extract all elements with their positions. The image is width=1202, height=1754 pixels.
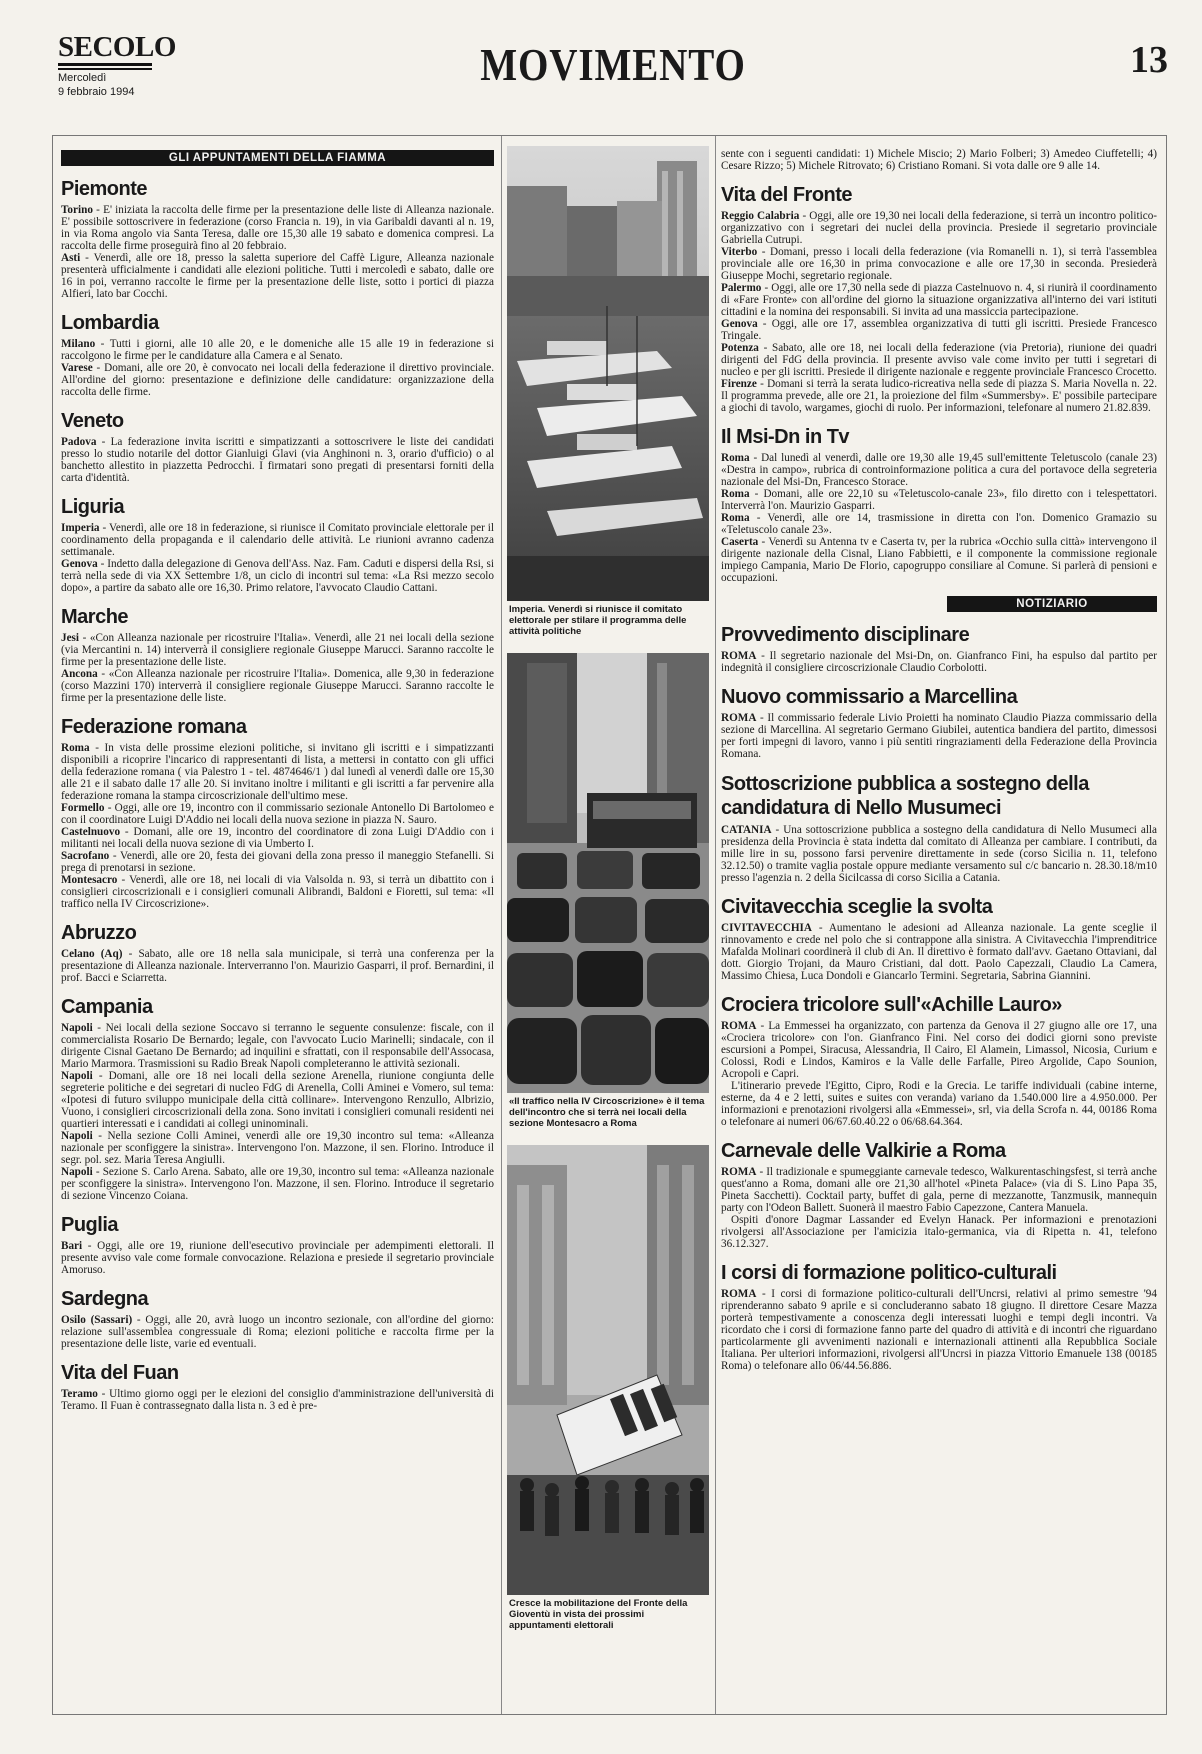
traffic-image [507, 653, 709, 1093]
announcement-text: Nella sezione Colli Aminei, venerdì alle ore 19,30 incontro sul tema: «Alleanza nazionale per sconfiggere la sinistra». Intervengono l'on. Mazzone, il sen. Florino. Introduce il segr. pol. sez. Maria Teresa Angiulli. [61, 1130, 494, 1166]
left-column [61, 146, 494, 1708]
photo-traffic [507, 653, 709, 1093]
place-name: ROMA [721, 712, 757, 724]
announcement-text: Il commissario federale Livio Proietti ha nominato Claudio Piazza commissario della sezione di Marcellina. Al segretario Germano Giubilei, autentica bandiera del partito, dimessosi per forti impegni di lavoro, vanno i più sentiti ringraziamenti della Federazione della Provincia Romana. [721, 712, 1157, 760]
announcement-paragraph [721, 1214, 1157, 1250]
announcement-paragraph: Viterbo - Domani, presso i locali della federazione (via Romanelli n. 1), si terrà l'assemblea provinciale alle ore 16,30 in prima convocazione e alle ore 17,30 in seconda. Presiederà Giuseppe Mochi, segretario regionale. [721, 246, 1157, 282]
announcement-paragraph: Osilo (Sassari) - Oggi, alle 20, avrà luogo un incontro sezionale, con all'ordine del giorno: relazione sull'assemblea congressuale di Roma; elezioni politiche e raccolta firme per la presentazione delle liste, varie ed eventuali. [61, 1314, 494, 1350]
announcement-text: Domani, alle ore 22,10 su «Teletuscolo-canale 23», filo diretto con i telespettatori. Interverrà l'on. Maurizio Gasparri. [721, 488, 1157, 512]
section-heading: Lombardia [61, 312, 159, 334]
announcement-paragraph: Reggio Calabria - Oggi, alle ore 19,30 nei locali della federazione, si terrà un incontro politico-organizzativo con i segretari dei nuclei della provincia. Presiede il segretario provinciale Gabriella Cutrupi. [721, 210, 1157, 246]
announcement-text: Oggi, alle ore 17,30 nella sede di piazza Castelnuovo n. 4, si riunirà il coordinamento di «Fare Fronte» con all'ordine del giorno la situazione organizzativa all'interno dei vari istituti cittadini e la nomina dei responsabili. Si invita ad una massiccia partecipazione. [721, 282, 1157, 318]
announcement-text: Venerdì, alle ore 18 in federazione, si riunisce il Comitato provinciale elettorale per il coordinamento della propaganda e il calendario delle attività. Le riunioni avranno cadenza settimanale. [61, 522, 494, 558]
place-name: Osilo (Sassari) [61, 1314, 133, 1326]
announcement-paragraph: Milano - Tutti i giorni, alle 10 alle 20, e le domeniche alle 15 alle 19 in federazione si raccolgono le firme per le candidature alla Camera e al Senato. [61, 338, 494, 362]
place-name: Imperia [61, 522, 100, 534]
issue-date: 9 febbraio 1994 [58, 86, 135, 98]
place-name: Roma [61, 742, 90, 754]
announcement-paragraph: Jesi - «Con Alleanza nazionale per ricostruire l'Italia». Venerdì, alle 21 nei locali della sezione (via Mercantini n. 14) interverrà il consigliere regionale Giuseppe Marucci. Saranno raccolte le firme per la presentazione delle liste. [61, 632, 494, 668]
announcement-text: Oggi, alle ore 19,30 nei locali della federazione, si terrà un incontro politico-organizzativo con i segretari dei nuclei della provincia. Presiede il segretario provinciale Gabriella Cutrupi. [721, 210, 1157, 246]
column-rule [501, 136, 502, 1714]
right-sections-top [721, 184, 1157, 584]
announcement-text: Sabato, alle ore 18 nella sala municipale, si terrà una conferenza per la presentazione di Alleanza nazionale. Interverranno l'on. Maurizio Gasparri, il prof. Bernardini, il prof. Bacci e Sciarretta. [61, 948, 494, 984]
announcement-paragraph: Montesacro - Venerdì, alle ore 18, nei locali di via Valsolda n. 93, si terrà un dibattito con i consiglieri circoscrizionali e i consiglieri comunali Alibrandi, Baldoni e Fioretti, sul tema: «Il traffico nella IV Circoscrizione». [61, 874, 494, 910]
announcement-paragraph: Firenze - Domani si terrà la serata ludico-ricreativa nella sede di piazza S. Maria Novella n. 22. Il programma prevede, alle ore 21, la proiezione del film «Summersby». E' possibile partecipare a giochi di tavolo, wargames, giochi di ruolo. Per informazioni, telefonare al numero 21.82.839. [721, 378, 1157, 414]
announcement-paragraph: ROMA - Il segretario nazionale del Msi-Dn, on. Gianfranco Fini, ha espulso dal partito per indegnità il consigliere circoscrizionale Claudio Corbolotti. [721, 650, 1157, 674]
announcement-text: Venerdì, alle ore 14, trasmissione in diretta con l'on. Domenico Gramazio su «Teletuscolo canale 23». [721, 512, 1157, 536]
announcement-text: In vista delle prossime elezioni politiche, si invitano gli iscritti e i simpatizzanti disponibili a ricoprire l'incarico di rappresentanti di lista, a mettersi in contatto con gli uffici della federazione romana ( via Palestro 1 - tel. 4874646/1 ) dal lunedì al venerdì dalle ore 15,30 alle 21 e il sabato dalle 17 alle 20. Si invitano inoltre i militanti e gli iscritti a far pervenire alla federazione romana la stampa circoscrizionale dell'ultimo mese. [61, 742, 494, 802]
section-heading: Sottoscrizione pubblica a sostegno della candidatura di Nello Musumeci [721, 773, 1089, 819]
announcement-text: Venerdì, alle ore 20, festa dei giovani della zona presso il maneggio Stefanelli. Si prega di prenotarsi in sezione. [61, 850, 494, 874]
announcement-paragraph: Torino - E' iniziata la raccolta delle firme per la presentazione delle liste di Alleanza nazionale. E' possibile sottoscrivere in federazione (corso Francia n. 19), in via Garibaldi davanti al n. 19, in via Roma angolo via Santa Teresa, dalle ore 15,30 alle 19 sabato e domenica compresi. La raccolta delle firme proseguirà fino al 20 febbraio. [61, 204, 494, 252]
announcement-text: Domani, presso i locali della federazione (via Romanelli n. 1), si terrà l'assemblea provinciale alle ore 16,30 in prima convocazione e alle ore 17,30 in seconda. Presiederà Giuseppe Mochi, segretario regionale. [721, 246, 1157, 282]
announcement-text: Venerdì su Antenna tv e Caserta tv, per la rubrica «Occhio sulla città» intervengono il dirigente nazionale della Cisnal, Liano Fabbietti, e il componente la commissione regionale impiego Campania, Mario De Florio, capogruppo consiliare al Comune. Si parlerà di pensioni e occupazioni. [721, 536, 1157, 584]
announcement-text: Domani, alle ore 20, è convocato nei locali della federazione il direttivo provinciale. All'ordine del giorno: presentazione e definizione delle candidature: organizzazione della raccolta delle firme. [61, 362, 494, 398]
announcement-text: Indetto dalla delegazione di Genova dell'Ass. Naz. Fam. Caduti e dispersi della Rsi, si terrà nella sede di via XX Settembre 1/8, un ciclo di incontri sul tema: «La Rsi mezzo secolo dopo», a partire da sabato alle ore 16,30. Primo relatore, l'avvocato Claudio Cattani. [61, 558, 494, 594]
announcement-paragraph: Celano (Aq) - Sabato, alle ore 18 nella sala municipale, si terrà una conferenza per la presentazione di Alleanza nazionale. Interverranno l'on. Maurizio Gasparri, il prof. Bernardini, il prof. Bacci e Sciarretta. [61, 948, 494, 984]
announcement-paragraph: Napoli - Domani, alle ore 18 nei locali della sezione Arenella, riunione congiunta delle segreterie politiche e dei segretari di nucleo FdG di Arenella, Colli Aminei e Vomero, sul tema: «Ipotesi di futuro sviluppo municipale della città collinare». Intervengono Renzullo, Albrizio, Vuono, i consiglieri circoscrizionali della zona. Sono invitati i consiglieri comunali residenti nei quartieri interessati e i candidati ai collegi uninominali. [61, 1070, 494, 1130]
section-heading: Provvedimento disciplinare [721, 624, 970, 646]
left-sections [61, 178, 494, 1412]
photo-caption: Imperia. Venerdì si riunisce il comitato elettorale per stilare il programma delle attività politiche [509, 604, 687, 637]
section-heading: Federazione romana [61, 716, 247, 738]
announcement-paragraph: ROMA - Il commissario federale Livio Proietti ha nominato Claudio Piazza commissario della sezione di Marcellina. Al segretario Germano Giubilei, autentica bandiera del partito, dimessosi per forti impegni di lavoro, vanno i più sentiti ringraziamenti della Federazione della Provincia Romana. [721, 712, 1157, 760]
brand-logo: SECOLO [58, 31, 176, 63]
place-name: Napoli [61, 1022, 93, 1034]
left-column-banner: GLI APPUNTAMENTI DELLA FIAMMA [61, 150, 494, 166]
announcement-text: Il tradizionale e spumeggiante carnevale tedesco, Walkurentaschingsfest, si terrà anche quest'anno a Roma, domani alle ore 21,30 all'hotel «Pineta Palace» (via di S. Lino Papa 35, Pineta Sacchetti). Cocktail party, buffet di gala, perne di mezzanotte, Tanzmusik, mannequin party con l'Odeon Ballett. Suonerà il maestro Fabio Capezzone, Cantera Manuela. [721, 1166, 1157, 1214]
announcement-paragraph: Roma - In vista delle prossime elezioni politiche, si invitano gli iscritti e i simpatizzanti disponibili a ricoprire l'incarico di rappresentanti di lista, a mettersi in contatto con gli uffici della federazione romana ( via Palestro 1 - tel. 4874646/1 ) dal lunedì al venerdì dalle ore 15,30 alle 21 e il sabato dalle 17 alle 20. Si invitano inoltre i militanti e gli iscritti a far pervenire alla federazione romana la stampa circoscrizionale dell'ultimo mese. [61, 742, 494, 802]
place-name: Montesacro [61, 874, 118, 886]
page-frame [52, 135, 1167, 1715]
place-name: Reggio Calabria [721, 210, 800, 222]
announcement-text: «Con Alleanza nazionale per ricostruire l'Italia». Domenica, alle 9,30 in federazione (corso Mazzini 170) interverrà il consigliere regionale Giuseppe Marucci. Saranno raccolte le firme per la presentazione delle liste. [61, 668, 494, 704]
announcement-text: Nei locali della sezione Soccavo si terranno le seguente consulenze: fiscale, con il commercialista Rosario De Bernardo; legale, con l'avvocato Lucio Marinelli; sindacale, con il dirigente Cisnal Gaetano De Bernardo; ad inquilini e sfrattati, con il responsabile dell'Assocasa, Mario Marmora. Trasmissioni su Radio Break Napoli completeranno le attività sezionali. [61, 1022, 494, 1070]
place-name: Varese [61, 362, 93, 374]
section-heading: Crociera tricolore sull'«Achille Lauro» [721, 994, 1062, 1016]
announcement-paragraph: Teramo - Ultimo giorno oggi per le elezioni del consiglio d'amministrazione dell'università di Teramo. Il Fuan è contrassegnato dalla lista n. 3 ed è pre- [61, 1388, 494, 1412]
announcement-text: La federazione invita iscritti e simpatizzanti a sottoscrivere le liste dei candidati presso lo studio notarile del dottor Gianluigi Glavi (via Anghinoni n. 3, orario d'ufficio) o al banchetto allestito in piazzetta Pedrocchi. I firmatari sono pregati di presentarsi forniti della carta d'identità. [61, 436, 494, 484]
notiziario-banner: NOTIZIARIO [947, 596, 1157, 612]
announcement-paragraph: Sacrofano - Venerdì, alle ore 20, festa dei giovani della zona presso il maneggio Stefanelli. Si prega di prenotarsi in sezione. [61, 850, 494, 874]
section-heading: Abruzzo [61, 922, 137, 944]
announcement-paragraph: Napoli - Sezione S. Carlo Arena. Sabato, alle ore 19,30, incontro sul tema: «Alleanza nazionale per sconfiggere la sinistra». Intervengono l'on. Mazzone, il sen. Florino. Introduce il segretario di sezione Vincenzo Coiana. [61, 1166, 494, 1202]
announcement-paragraph: Roma - Domani, alle ore 22,10 su «Teletuscolo-canale 23», filo diretto con i telespettatori. Interverrà l'on. Maurizio Gasparri. [721, 488, 1157, 512]
photo-caption: «Il traffico nella IV Circoscrizione» è il tema dell'incontro che si terrà nei locali della sezione Montesacro a Roma [509, 1096, 705, 1129]
announcement-text: Ospiti d'onore Dagmar Lassander ed Evelyn Hanack. Per informazioni e prenotazioni rivolgersi all'Associazione per l'amicizia italo-germanica, via di Ripetta n. 41, telefono 36.12.327. [721, 1214, 1157, 1250]
brand-logo-bars [58, 63, 152, 70]
place-name: Torino [61, 204, 93, 216]
section-heading: Marche [61, 606, 129, 628]
place-name: Milano [61, 338, 96, 350]
announcement-paragraph: Imperia - Venerdì, alle ore 18 in federazione, si riunisce il Comitato provinciale elettorale per il coordinamento della propaganda e il calendario delle attività. Le riunioni avranno cadenza settimanale. [61, 522, 494, 558]
announcement-text: Sezione S. Carlo Arena. Sabato, alle ore 19,30, incontro sul tema: «Alleanza nazionale per sconfiggere la sinistra». Intervengono l'on. Mazzone, il sen. Florino. Introduce il segretario di sezione Vincenzo Coiana. [61, 1166, 494, 1202]
announcement-paragraph: CIVITAVECCHIA - Aumentano le adesioni ad Alleanza nazionale. La gente sceglie il rinnovamento e crede nel polo che si contrappone alla sinistra. A Civitavecchia l'imprenditrice Mafalda Molinari coordinerà il club di An. Il direttivo è formato dall'avv. Gaetano Ottaviani, dal dott. Giorgio Trojani, da Mauro Cristiani, dal dott. Paolo Capezzali, Claudio La Camera, Massimo Chiesa, Luca Dondoli e Giancarlo Termini. Segretaria, Sabrina Giannini. [721, 922, 1157, 982]
section-heading: Nuovo commissario a Marcellina [721, 686, 1018, 708]
issue-weekday: Mercoledì [58, 72, 107, 84]
harbor-image [507, 146, 709, 601]
announcement-paragraph: Genova - Indetto dalla delegazione di Genova dell'Ass. Naz. Fam. Caduti e dispersi della Rsi, si terrà nella sede di via XX Settembre 1/8, un ciclo di incontri sul tema: «La Rsi mezzo secolo dopo», a partire da sabato alle ore 16,30. Primo relatore, l'avvocato Claudio Cattani. [61, 558, 494, 594]
place-name: Celano (Aq) [61, 948, 123, 960]
announcement-paragraph: Genova - Oggi, alle ore 17, assemblea organizzativa di tutti gli iscritti. Presiede Francesco Tringale. [721, 318, 1157, 342]
announcement-paragraph: ROMA - La Emmessei ha organizzato, con partenza da Genova il 27 giugno alle ore 17, una «Crociera tricolore» con l'on. Gianfranco Fini. Nel corso dei dodici giorni sono previste escursioni a Pompei, Siracusa, Alessandria, Il Cairo, El Alamein, Limassol, Nicosia, Curium e Colossi, Rodi e Lindos, Kamiros e la Valle delle Farfalle, Pireo Argolide, Capo Sounion, Acropoli e Capri. [721, 1020, 1157, 1080]
place-name: Caserta [721, 536, 759, 548]
announcement-text: Venerdì, alle ore 18, presso la saletta superiore del Caffè Ligure, Alleanza nazionale presenterà ufficialmente i candidati alle elezioni politiche. Tutti i mercoledì e sabato, dalle ore 16 in poi, verranno raccolte le firme per la presentazione delle liste, sotto i portici di piazza Alfieri, lato bar Cocchi. [61, 252, 494, 300]
right-column [721, 146, 1157, 1708]
place-name: Teramo [61, 1388, 98, 1400]
place-name: Roma [721, 488, 750, 500]
place-name: CATANIA [721, 824, 772, 836]
announcement-text: Domani, alle ore 19, incontro del coordinatore di zona Luigi D'Addio con i militanti nei locali della nuova sezione di via Umberto I. [61, 826, 494, 850]
section-heading: Piemonte [61, 178, 148, 200]
announcement-paragraph: Ancona - «Con Alleanza nazionale per ricostruire l'Italia». Domenica, alle 9,30 in federazione (corso Mazzini 170) interverrà il consigliere regionale Giuseppe Marucci. Saranno raccolte le firme per la presentazione delle liste. [61, 668, 494, 704]
announcement-text: Una sottoscrizione pubblica a sostegno della candidatura di Nello Musumeci alla presidenza della Provincia è stata indetta dal comitato di Alleanza per cambiare. I contributi, da mille lire in su, possono farsi pervenire direttamente in sede (corso Sicilia n. 11, telefono 32.12.50) o tramite vaglia postale oppure mediante versamento sul c/c bancario n. 28.30.18/m10 presso l'agenzia n. 2 della Sicilcassa di corso Sicilia a Catania. [721, 824, 1157, 884]
announcement-paragraph: Varese - Domani, alle ore 20, è convocato nei locali della federazione il direttivo provinciale. All'ordine del giorno: presentazione e definizione delle candidature: organizzazione della raccolta delle firme. [61, 362, 494, 398]
section-heading: Campania [61, 996, 153, 1018]
place-name: Napoli [61, 1070, 93, 1082]
announcement-text: Tutti i giorni, alle 10 alle 20, e le domeniche alle 15 alle 19 in federazione si raccolgono le firme per le candidature alla Camera e al Senato. [61, 338, 494, 362]
announcement-paragraph: Castelnuovo - Domani, alle ore 19, incontro del coordinatore di zona Luigi D'Addio con i militanti nei locali della nuova sezione di via Umberto I. [61, 826, 494, 850]
announcement-paragraph: Padova - La federazione invita iscritti e simpatizzanti a sottoscrivere le liste dei candidati presso lo studio notarile del dottor Gianluigi Glavi (via Anghinoni n. 3, orario d'ufficio) o al banchetto allestito in piazzetta Pedrocchi. I firmatari sono pregati di presentarsi forniti della carta d'identità. [61, 436, 494, 484]
place-name: ROMA [721, 1166, 757, 1178]
announcement-text: Il segretario nazionale del Msi-Dn, on. Gianfranco Fini, ha espulso dal partito per indegnità il consigliere circoscrizionale Claudio Corbolotti. [721, 650, 1157, 674]
photo-column [507, 146, 709, 1708]
announcement-text: Dal lunedì al venerdì, dalle ore 19,30 alle 19,45 sull'emittente Teletuscolo (canale 23) «Destra in campo», rubrica di controinformazione politica a cura del portavoce della segreteria nazionale del Msi-Dn, Francesco Storace. [721, 452, 1157, 488]
section-heading: Veneto [61, 410, 124, 432]
section-heading: Vita del Fronte [721, 184, 853, 206]
announcement-text: Sabato, alle ore 18, nei locali della federazione (via Pretoria), riunione dei quadri dirigenti del FdG della provincia. Il presente avviso vale come invito per tutti i segretari di nucleo e per gli iscritti. Presiede il dirigente nazionale e reggente provinciale Francesco Crocetto. [721, 342, 1157, 378]
place-name: Castelnuovo [61, 826, 121, 838]
place-name: Bari [61, 1240, 83, 1252]
place-name: Napoli [61, 1130, 93, 1142]
photo-caption: Cresce la mobilitazione del Fronte della Gioventù in vista dei prossimi appuntamenti elettorali [509, 1598, 688, 1631]
demonstration-image [507, 1145, 709, 1595]
announcement-paragraph: Palermo - Oggi, alle ore 17,30 nella sede di piazza Castelnuovo n. 4, si riunirà il coordinamento di «Fare Fronte» con all'ordine del giorno la situazione organizzativa all'interno dei vari istituti cittadini e la nomina dei responsabili. Si invita ad una massiccia partecipazione. [721, 282, 1157, 318]
place-name: ROMA [721, 1288, 757, 1300]
place-name: Roma [721, 452, 750, 464]
place-name: Ancona [61, 668, 98, 680]
section-heading: I corsi di formazione politico-culturali [721, 1262, 1057, 1284]
place-name: Palermo [721, 282, 762, 294]
announcement-paragraph: Napoli - Nei locali della sezione Soccavo si terranno le seguente consulenze: fiscale, con il commercialista Rosario De Bernardo; legale, con l'avvocato Lucio Marinelli; sindacale, con il dirigente Cisnal Gaetano De Bernardo; ad inquilini e sfrattati, con il responsabile dell'Assocasa, Mario Marmora. Trasmissioni su Radio Break Napoli completeranno le attività sezionali. [61, 1022, 494, 1070]
announcement-text: Venerdì, alle ore 18, nei locali di via Valsolda n. 93, si terrà un dibattito con i consiglieri circoscrizionali e i consiglieri comunali Alibrandi, Baldoni e Fioretti, sul tema: «Il traffico nella IV Circoscrizione». [61, 874, 494, 910]
place-name: Roma [721, 512, 750, 524]
section-heading: Puglia [61, 1214, 119, 1236]
announcement-paragraph: ROMA - Il tradizionale e spumeggiante carnevale tedesco, Walkurentaschingsfest, si terrà anche quest'anno a Roma, domani alle ore 21,30 all'hotel «Pineta Palace» (via di S. Lino Papa 35, Pineta Sacchetti). Cocktail party, buffet di gala, perne di mezzanotte, Tanzmusik, mannequin party con l'Odeon Ballett. Suonerà il maestro Fabio Capezzone, Cantera Manuela. [721, 1166, 1157, 1214]
section-heading: Liguria [61, 496, 125, 518]
section-heading: Sardegna [61, 1288, 149, 1310]
page-number: 13 [1130, 39, 1168, 81]
announcement-text: Oggi, alle 20, avrà luogo un incontro sezionale, con all'ordine del giorno: relazione sull'assemblea congressuale di Roma; elezioni politiche e raccolta firme per la presentazione delle liste, varie ed eventuali. [61, 1314, 494, 1350]
announcement-paragraph: Roma - Dal lunedì al venerdì, dalle ore 19,30 alle 19,45 sull'emittente Teletuscolo (canale 23) «Destra in campo», rubrica di controinformazione politica a cura del portavoce della segreteria nazionale del Msi-Dn, Francesco Storace. [721, 452, 1157, 488]
announcement-paragraph: Potenza - Sabato, alle ore 18, nei locali della federazione (via Pretoria), riunione dei quadri dirigenti del FdG della provincia. Il presente avviso vale come invito per tutti i segretari di nucleo e per gli iscritti. Presiede il dirigente nazionale e reggente provinciale Francesco Crocetto. [721, 342, 1157, 378]
announcement-text: Ultimo giorno oggi per le elezioni del consiglio d'amministrazione dell'università di Teramo. Il Fuan è contrassegnato dalla lista n. 3 ed è pre- [61, 1388, 494, 1412]
announcement-text: «Con Alleanza nazionale per ricostruire l'Italia». Venerdì, alle 21 nei locali della sezione (via Mercantini n. 14) interverrà il consigliere regionale Giuseppe Marucci. Saranno raccolte le firme per la presentazione delle liste. [61, 632, 494, 668]
announcement-paragraph: ROMA - I corsi di formazione politico-culturali dell'Uncrsi, relativi al primo semestre '94 riprenderanno sabato 9 aprile e si concluderanno sabato 18 giugno. Il direttore Cesare Mazza porterà tempestivamente a conoscenza degli interessati luoghi e tempi degli incontri. Va ricordato che i corsi di formazione fanno parte del quadro di attività e di incontri che riguardano particolarmente gli avvenimenti nazionali e internazionali attinenti alla Repubblica Sociale Italiana. Per ulteriori informazioni, rivolgersi all'Uncrsi in piazza Vittorio Emanuele 138 (00185 Roma) o telefonare allo 06/44.56.886. [721, 1288, 1157, 1372]
announcement-text: Aumentano le adesioni ad Alleanza nazionale. La gente sceglie il rinnovamento e crede nel polo che si contrappone alla sinistra. A Civitavecchia l'imprenditrice Mafalda Molinari coordinerà il club di An. Il direttivo è formato dall'avv. Gaetano Ottaviani, dal dott. Giorgio Trojani, da Mauro Cristiani, dal dott. Paolo Capezzali, Claudio La Camera, Massimo Chiesa, Luca Dondoli e Giancarlo Termini. Segretaria, Sabrina Giannini. [721, 922, 1157, 982]
announcement-text: Domani, alle ore 18 nei locali della sezione Arenella, riunione congiunta delle segreterie politiche e dei segretari di nucleo FdG di Arenella, Colli Aminei e Vomero, sul tema: «Ipotesi di futuro sviluppo municipale della città collinare». Intervengono Renzullo, Albrizio, Vuono, i consiglieri circoscrizionali della zona. Sono invitati i consiglieri comunali residenti nei quartieri interessati e i candidati ai collegi uninominali. [61, 1070, 494, 1130]
section-heading: Il Msi-Dn in Tv [721, 426, 850, 448]
announcement-text: L'itinerario prevede l'Egitto, Cipro, Rodi e la Grecia. Le tariffe individuali (cabine interne, esterne, da 4 e 2 letti, suites e suites con veranda) variano da 1.540.000 lire a 4.950.000. Per informazioni e prenotazioni rivolgersi alla «Emmessei», srl, via della Scrofa n. 44, 00186 Roma o telefonare ai numeri 06/67.60.40.22 o 06/68.64.364. [721, 1080, 1157, 1128]
masthead [58, 30, 1168, 100]
place-name: Firenze [721, 378, 757, 390]
photo-harbor [507, 146, 709, 601]
announcement-paragraph: Asti - Venerdì, alle ore 18, presso la saletta superiore del Caffè Ligure, Alleanza nazionale presenterà ufficialmente i candidati alle elezioni politiche. Tutti i mercoledì e sabato, dalle ore 16 in poi, verranno raccolte le firme per la presentazione delle liste, sotto i portici di piazza Alfieri, lato bar Cocchi. [61, 252, 494, 300]
section-heading: Vita del Fuan [61, 1362, 179, 1384]
place-name: Asti [61, 252, 81, 264]
place-name: Formello [61, 802, 105, 814]
photo-demonstration [507, 1145, 709, 1595]
place-name: Genova [61, 558, 98, 570]
announcement-text: Oggi, alle ore 19, riunione dell'esecutivo provinciale per adempimenti elettorali. Il presente avviso vale come formale convocazione. Relaziona e presiede il segretario provinciale Amoruso. [61, 1240, 494, 1276]
place-name: Jesi [61, 632, 80, 644]
section-title: MOVIMENTO [480, 39, 746, 90]
place-name: Padova [61, 436, 97, 448]
right-sections-bottom [721, 624, 1157, 1372]
place-name: Viterbo [721, 246, 758, 258]
announcement-text: I corsi di formazione politico-culturali dell'Uncrsi, relativi al primo semestre '94 riprenderanno sabato 9 aprile e si concluderanno sabato 18 giugno. Il direttore Cesare Mazza porterà tempestivamente a conoscenza degli interessati luoghi e tempi degli incontri. Va ricordato che i corsi di formazione fanno parte del quadro di attività e di incontri che riguardano particolarmente gli avvenimenti nazionali e internazionali attinenti alla Repubblica Sociale Italiana. Per ulteriori informazioni, rivolgersi all'Uncrsi in piazza Vittorio Emanuele 138 (00185 Roma) o telefonare allo 06/44.56.886. [721, 1288, 1157, 1372]
announcement-paragraph: Roma - Venerdì, alle ore 14, trasmissione in diretta con l'on. Domenico Gramazio su «Teletuscolo canale 23». [721, 512, 1157, 536]
place-name: Napoli [61, 1166, 93, 1178]
announcement-paragraph [721, 1080, 1157, 1128]
section-heading: Carnevale delle Valkirie a Roma [721, 1140, 1006, 1162]
announcement-paragraph: Caserta - Venerdì su Antenna tv e Caserta tv, per la rubrica «Occhio sulla città» intervengono il dirigente nazionale della Cisnal, Liano Fabbietti, e il componente la commissione regionale impiego Campania, Mario De Florio, capogruppo consiliare al Comune. Si parlerà di pensioni e occupazioni. [721, 536, 1157, 584]
announcement-text: Oggi, alle ore 17, assemblea organizzativa di tutti gli iscritti. Presiede Francesco Tringale. [721, 318, 1157, 342]
place-name: ROMA [721, 1020, 757, 1032]
announcement-text: Domani si terrà la serata ludico-ricreativa nella sede di piazza S. Maria Novella n. 22. Il programma prevede, alle ore 21, la proiezione del film «Summersby». E' possibile partecipare a giochi di tavolo, wargames, giochi di ruolo. Per informazioni, telefonare al numero 21.82.839. [721, 378, 1157, 414]
announcement-text: Oggi, alle ore 19, incontro con il commissario sezionale Antonello Di Bartolomeo e con il coordinatore Luigi D'Addio nei locali della nuova sezione in piazza N. Sauro. [61, 802, 494, 826]
place-name: Potenza [721, 342, 759, 354]
announcement-text: La Emmessei ha organizzato, con partenza da Genova il 27 giugno alle ore 17, una «Crociera tricolore» con l'on. Gianfranco Fini. Nel corso dei dodici giorni sono previste escursioni a Pompei, Siracusa, Alessandria, Il Cairo, El Alamein, Limassol, Nicosia, Curium e Colossi, Rodi e Lindos, Kamiros e la Valle delle Farfalle, Pireo Argolide, Capo Sounion, Acropoli e Capri. [721, 1020, 1157, 1080]
section-heading: Civitavecchia sceglie la svolta [721, 896, 993, 918]
place-name: ROMA [721, 650, 757, 662]
place-name: CIVITAVECCHIA [721, 922, 812, 934]
place-name: Sacrofano [61, 850, 110, 862]
column-rule [715, 136, 716, 1714]
announcement-paragraph: Napoli - Nella sezione Colli Aminei, venerdì alle ore 19,30 incontro sul tema: «Alleanza nazionale per sconfiggere la sinistra». Intervengono l'on. Mazzone, il sen. Florino. Introduce il segr. pol. sez. Maria Teresa Angiulli. [61, 1130, 494, 1166]
announcement-paragraph: CATANIA - Una sottoscrizione pubblica a sostegno della candidatura di Nello Musumeci alla presidenza della Provincia è stata indetta dal comitato di Alleanza per cambiare. I contributi, da mille lire in su, possono farsi pervenire direttamente in sede (corso Sicilia n. 11, telefono 32.12.50) o tramite vaglia postale oppure mediante versamento sul c/c bancario n. 28.30.18/m10 presso l'agenzia n. 2 della Sicilcassa di corso Sicilia a Catania. [721, 824, 1157, 884]
continued-text: sente con i seguenti candidati: 1) Michele Miscio; 2) Mario Folberi; 3) Amedeo Ciuffetelli; 4) Cesare Rizzo; 5) Michele Ritrovato; 6) Cristiano Romani. Si vota dalle ore 9 alle 14. [721, 148, 1157, 172]
announcement-paragraph: Formello - Oggi, alle ore 19, incontro con il commissario sezionale Antonello Di Bartolomeo e con il coordinatore Luigi D'Addio nei locali della nuova sezione in piazza N. Sauro. [61, 802, 494, 826]
announcement-text: E' iniziata la raccolta delle firme per la presentazione delle liste di Alleanza nazionale. E' possibile sottoscrivere in federazione (corso Francia n. 19), in via Garibaldi davanti al n. 19, in via Roma angolo via Santa Teresa, dalle ore 15,30 alle 19 sabato e domenica compresi. La raccolta delle firme proseguirà fino al 20 febbraio. [61, 204, 494, 252]
place-name: Genova [721, 318, 758, 330]
announcement-paragraph: Bari - Oggi, alle ore 19, riunione dell'esecutivo provinciale per adempimenti elettorali. Il presente avviso vale come formale convocazione. Relaziona e presiede il segretario provinciale Amoruso. [61, 1240, 494, 1276]
